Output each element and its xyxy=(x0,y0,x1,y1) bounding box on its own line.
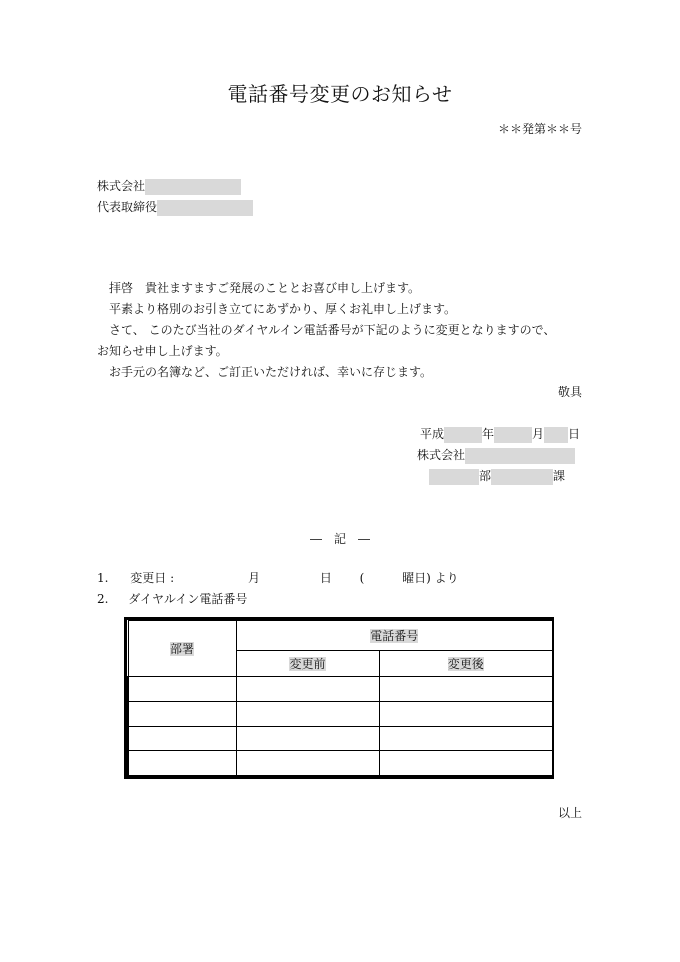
redacted-rep-name xyxy=(157,200,253,216)
document-number: ＊＊発第＊＊号 xyxy=(497,122,582,136)
date-era: 平成 xyxy=(420,427,445,441)
redacted-company-name xyxy=(145,179,241,195)
body-line-5: お手元の名簿など、ご訂正いただければ、幸いに存じます。 xyxy=(109,365,433,379)
sender-company xyxy=(417,445,575,465)
item-1-month: 月 xyxy=(247,571,260,585)
redacted-dept xyxy=(429,469,479,485)
recipient-representative xyxy=(97,197,253,217)
ki-heading: ― 記 ― xyxy=(309,532,370,546)
redacted-section xyxy=(491,469,553,485)
item-2-number: 2. xyxy=(97,592,109,606)
table-row xyxy=(128,701,553,726)
item-1-day: 日 xyxy=(319,571,332,585)
sender-dept-section xyxy=(429,466,565,486)
body-line-3: さて、 このたび当社のダイヤルイン電話番号が下記のように変更となりますので、 xyxy=(109,323,556,337)
redacted-year xyxy=(444,427,482,443)
date-year-label: 年 xyxy=(482,427,495,441)
recipient-rep-label: 代表取締役 xyxy=(97,200,158,214)
item-1-label: 変更日 : xyxy=(130,571,175,585)
item-1-open-paren: ( xyxy=(359,571,365,585)
table-row xyxy=(128,751,553,776)
item-2-label: ダイヤルイン電話番号 xyxy=(128,592,248,606)
header-after: 変更後 xyxy=(379,651,553,677)
redacted-day xyxy=(544,427,568,443)
header-dept: 部署 xyxy=(128,621,236,677)
section-label: 課 xyxy=(553,469,566,483)
header-before: 変更前 xyxy=(236,651,379,677)
end-ijou: 以上 xyxy=(557,806,582,820)
sender-company-label: 株式会社 xyxy=(417,448,466,462)
sender-date xyxy=(420,424,580,444)
redacted-month xyxy=(494,427,532,443)
closing-keigu: 敬具 xyxy=(557,385,582,399)
body-line-2: 平素より格別のお引き立てにあずかり、厚くお礼申し上げます。 xyxy=(109,302,457,316)
table-row xyxy=(128,677,553,702)
body-line-1: 拝啓 貴社ますますご発展のこととお喜び申し上げます。 xyxy=(109,281,421,295)
redacted-sender-company xyxy=(465,448,575,464)
table-row xyxy=(128,726,553,751)
document-title: 電話番号変更のお知らせ xyxy=(227,82,453,106)
date-month-label: 月 xyxy=(532,427,545,441)
recipient-company-label: 株式会社 xyxy=(97,179,146,193)
phone-table xyxy=(124,617,554,779)
item-1-number: 1. xyxy=(97,571,109,585)
item-1-weekday: 曜日) より xyxy=(402,571,459,585)
dept-label: 部 xyxy=(479,469,492,483)
item-1 xyxy=(97,568,459,588)
recipient-company xyxy=(97,176,241,196)
header-phone: 電話番号 xyxy=(236,621,553,651)
date-day-label: 日 xyxy=(568,427,581,441)
body-line-4: お知らせ申し上げます。 xyxy=(97,344,228,358)
item-2 xyxy=(97,589,247,609)
